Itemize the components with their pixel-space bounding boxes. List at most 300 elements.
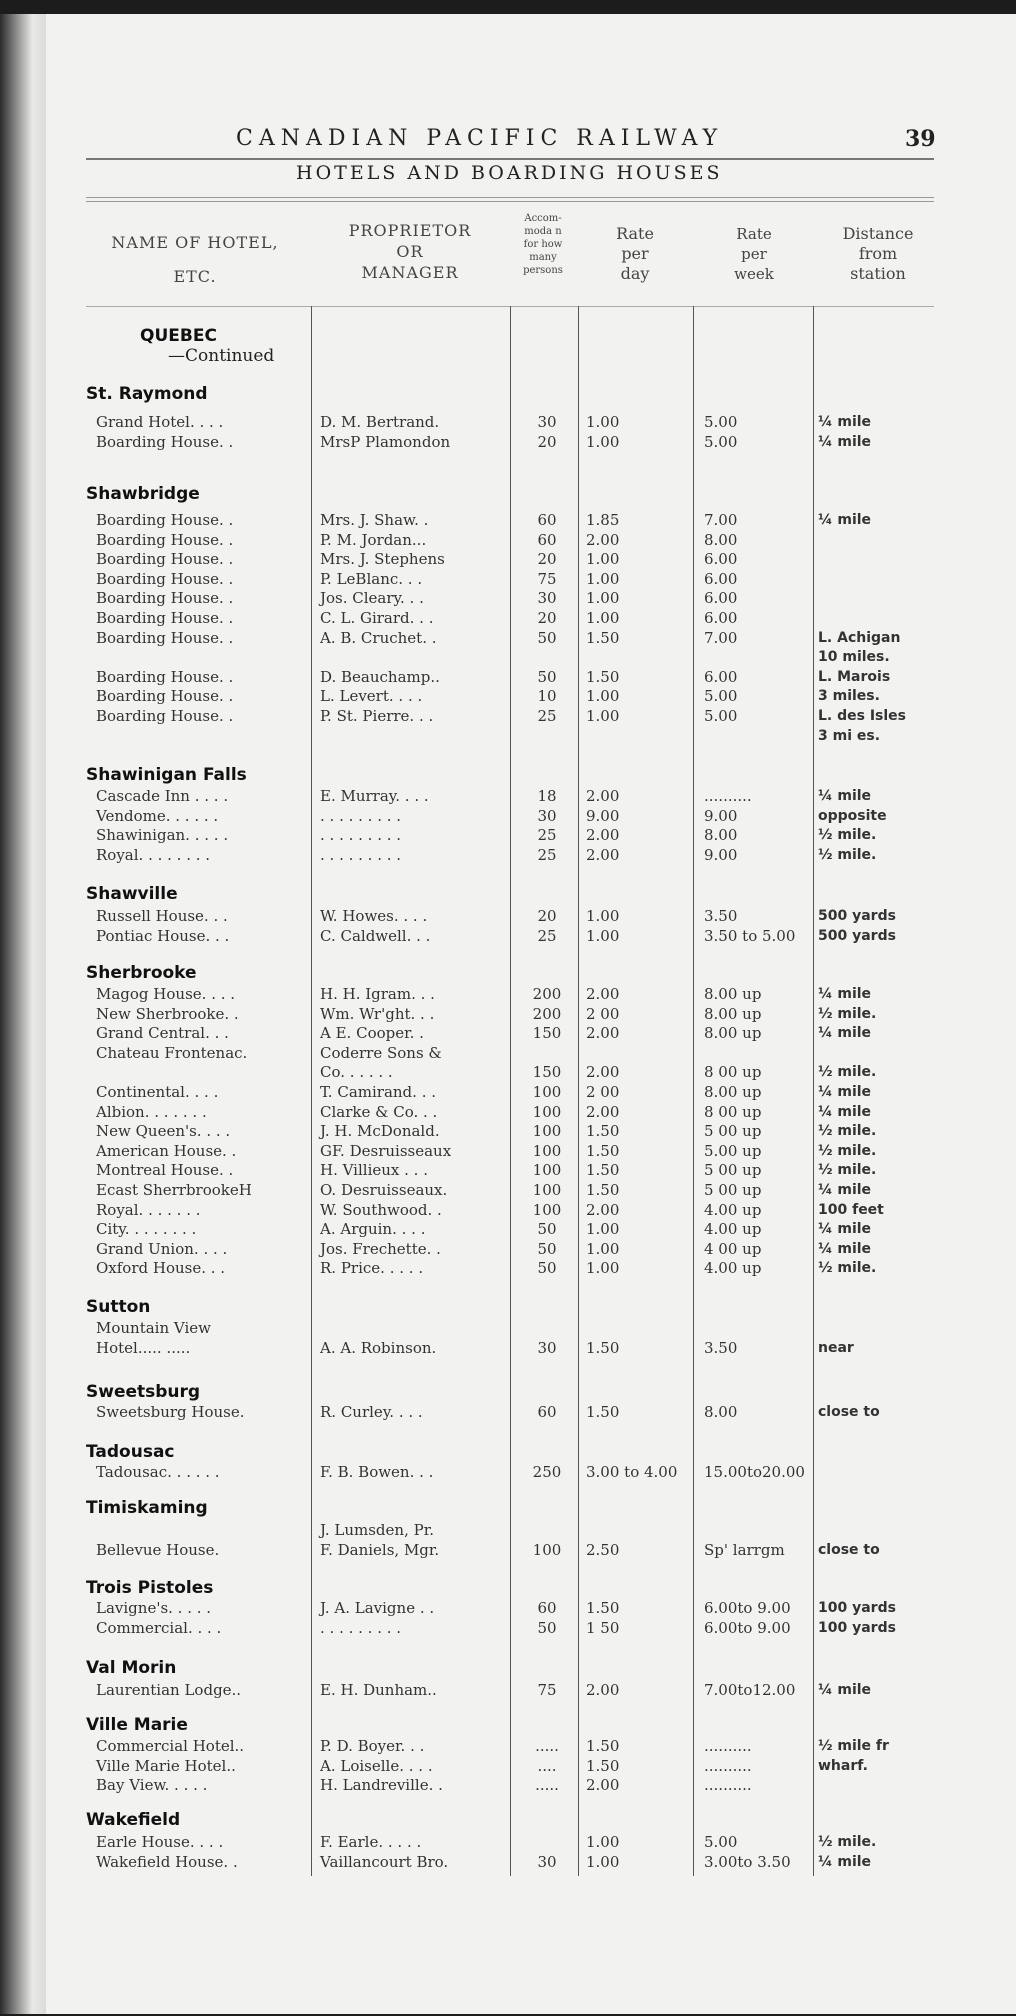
proprietor: H. H. Igram. . . (320, 985, 435, 1003)
table-row (0, 1102, 1016, 1122)
distance: ¼ mile (818, 788, 872, 804)
table-row (0, 926, 1016, 946)
listing-name: Boarding House. . (96, 432, 234, 451)
page-number: 39 (905, 126, 936, 152)
accommodation: 30 (537, 413, 557, 431)
proprietor: W. Southwood. . (320, 1200, 442, 1219)
accommodation: 50 (537, 628, 557, 647)
table-row (0, 432, 1016, 452)
proprietor: A. A. Robinson. (320, 1338, 437, 1357)
rate-per-day: 2.00 (586, 985, 620, 1003)
proprietor: O. Desruisseaux. (320, 1181, 448, 1199)
table-row (0, 588, 1016, 608)
rate-per-week: 5.00 (704, 413, 738, 431)
rate-per-week: 4.00 up (704, 1259, 762, 1278)
table-row (0, 825, 1016, 845)
proprietor: E. H. Dunham.. (320, 1681, 437, 1699)
listing-name: Boarding House. . (96, 687, 234, 706)
table-row (0, 1239, 1016, 1259)
rate-per-day: 1.00 (586, 432, 620, 451)
rate-per-day: 1.00 (586, 1852, 620, 1871)
proprietor: D. M. Bertrand. (320, 413, 440, 431)
rate-per-day: 2 00 (586, 1083, 620, 1101)
proprietor: D. Beauchamp.. (320, 667, 440, 686)
proprietor: . . . . . . . . . (320, 826, 402, 845)
listing-name: Boarding House. . (96, 569, 234, 588)
accommodation: ..... (535, 1776, 559, 1795)
listing-name: Chateau Frontenac. (96, 1043, 248, 1062)
proprietor: C. Caldwell. . . (320, 926, 431, 945)
listing-name: Pontiac House. . . (96, 926, 230, 945)
table-row (0, 1598, 1016, 1618)
table-row (0, 706, 1016, 726)
proprietor: Coderre Sons & (320, 1043, 442, 1062)
listing-name: Continental. . . . (96, 1083, 219, 1101)
rate-per-week: 6.00to 9.00 (704, 1599, 791, 1617)
listing-name: Vendome. . . . . . (96, 806, 219, 825)
rate-per-week: 6.00 (704, 667, 738, 686)
table-row (0, 569, 1016, 589)
accommodation: 50 (537, 1220, 557, 1239)
accommodation: 60 (537, 1403, 557, 1421)
table-row (0, 984, 1016, 1004)
table-row (0, 1520, 1016, 1540)
accommodation: 250 (532, 1463, 562, 1481)
accommodation: 60 (537, 511, 557, 529)
proprietor: A E. Cooper. . (320, 1024, 424, 1043)
table-row (0, 1540, 1016, 1560)
listing-name: Commercial. . . . (96, 1618, 222, 1637)
proprietor: A. B. Cruchet. . (320, 628, 437, 647)
distance: 100 feet (818, 1201, 884, 1218)
proprietor: F. Earle. . . . . (320, 1833, 422, 1851)
table-row (0, 1338, 1016, 1358)
rule (86, 197, 934, 198)
rate-per-day: 2.00 (586, 787, 620, 805)
listing-name: New Queen's. . . . (96, 1122, 231, 1141)
proprietor: . . . . . . . . . (320, 1618, 402, 1637)
listing-name: Bay View. . . . . (96, 1776, 208, 1795)
accommodation: 30 (537, 1852, 557, 1871)
table-row (0, 1402, 1016, 1422)
rate-per-week: 5 00 up (704, 1161, 762, 1180)
proprietor: GF. Desruisseaux (320, 1141, 452, 1160)
rate-per-week: 7.00to12.00 (704, 1681, 796, 1699)
distance: ¼ mile (818, 433, 872, 450)
listing-name: Cascade Inn . . . . (96, 787, 229, 805)
table-row (0, 1062, 1016, 1082)
town-heading: Val Morin (86, 1658, 177, 1678)
rate-per-week: 5.00 (704, 432, 738, 451)
rate-per-week: 3.50 (704, 1338, 738, 1357)
rate-per-week: 3.00to 3.50 (704, 1852, 791, 1871)
proprietor: Clarke & Co. . . (320, 1102, 438, 1121)
accommodation: 25 (537, 845, 557, 864)
listing-name: Boarding House. . (96, 707, 234, 725)
listing-name: Ville Marie Hotel.. (96, 1756, 236, 1775)
accommodation: 60 (537, 530, 557, 549)
distance: close to (818, 1541, 880, 1558)
table-row (0, 726, 1016, 746)
rate-per-week: 8.00 up (704, 985, 762, 1003)
rate-per-week: 8 00 up (704, 1063, 762, 1082)
rate-per-week: 8.00 up (704, 1083, 762, 1101)
table-row (0, 628, 1016, 648)
table-row (0, 1318, 1016, 1338)
town-heading: Shawville (86, 884, 178, 904)
rate-per-week: 7.00 (704, 628, 738, 647)
town-heading: Sherbrooke (86, 963, 197, 983)
proprietor: C. L. Girard. . . (320, 609, 434, 627)
distance: ¼ mile (818, 1084, 872, 1100)
rate-per-week: 8.00 (704, 530, 738, 549)
section-title: HOTELS AND BOARDING HOUSES (296, 162, 723, 184)
rate-per-week: 5.00 (704, 687, 738, 706)
accommodation: 50 (537, 1239, 557, 1258)
proprietor: Jos. Frechette. . (320, 1239, 441, 1258)
rate-per-day: 1.00 (586, 907, 620, 925)
proprietor: P. St. Pierre. . . (320, 707, 434, 725)
accommodation: 100 (532, 1102, 562, 1121)
table-row (0, 1680, 1016, 1700)
town-heading: Wakefield (86, 1810, 181, 1830)
distance: ¼ mile (818, 1240, 872, 1257)
table-row (0, 786, 1016, 806)
col-header-distance: Distance from station (842, 224, 914, 283)
listing-name: Wakefield House. . (96, 1852, 238, 1871)
town-heading: St. Raymond (86, 384, 208, 404)
province-note: —Continued (168, 346, 275, 366)
distance: 500 yards (818, 908, 896, 924)
distance: L. Achigan (818, 629, 901, 646)
col-header-name: NAME OF HOTEL, ETC. (111, 233, 279, 286)
rate-per-day: 2 00 (586, 1004, 620, 1023)
rate-per-day: 1.50 (586, 1338, 620, 1357)
rate-per-day: 1.00 (586, 707, 620, 725)
col-header-accommodation: Accom- moda n for how many persons (523, 213, 563, 276)
rate-per-day: 1.50 (586, 667, 620, 686)
proprietor: Vaillancourt Bro. (320, 1852, 449, 1871)
rule (86, 201, 934, 202)
listing-name: Russell House. . . (96, 907, 228, 925)
accommodation: 30 (537, 589, 557, 608)
distance: ¼ mile (818, 1221, 872, 1238)
distance: ¼ mile (818, 1182, 872, 1198)
distance: ¼ mile (818, 512, 872, 528)
accommodation: 20 (537, 550, 557, 569)
distance: near (818, 1339, 854, 1356)
listing-name: Hotel..... ..... (96, 1338, 191, 1357)
accommodation: 100 (532, 1141, 562, 1160)
accommodation: 150 (532, 1024, 562, 1043)
town-heading: Ville Marie (86, 1715, 188, 1735)
rate-per-day: 1.50 (586, 1161, 620, 1180)
accommodation: 20 (537, 907, 557, 925)
rate-per-week: 5.00 (704, 1833, 738, 1851)
accommodation: 30 (537, 806, 557, 825)
listing-name: Montreal House. . (96, 1161, 234, 1180)
col-header-proprietor: PROPRIETOR OR MANAGER (348, 221, 472, 282)
rate-per-day: 1 50 (586, 1618, 620, 1637)
rate-per-week: 6.00 (704, 589, 738, 608)
distance: ¼ mile (818, 1025, 872, 1042)
province-name: QUEBEC (140, 326, 217, 346)
proprietor: . . . . . . . . . (320, 806, 402, 825)
table-row (0, 510, 1016, 530)
listing-name: Grand Central. . . (96, 1024, 229, 1043)
rate-per-week: 8 00 up (704, 1102, 762, 1121)
distance: ½ mile. (818, 846, 877, 863)
proprietor: R. Curley. . . . (320, 1403, 423, 1421)
rate-per-day: 1.00 (586, 569, 620, 588)
distance: ½ mile. (818, 1005, 877, 1022)
table-row (0, 1736, 1016, 1756)
rate-per-day: 2.50 (586, 1540, 620, 1559)
rate-per-day: 1.85 (586, 511, 620, 529)
accommodation: 50 (537, 1618, 557, 1637)
listing-name: Magog House. . . . (96, 985, 236, 1003)
proprietor: Jos. Cleary. . . (320, 589, 424, 608)
accommodation: 25 (537, 926, 557, 945)
proprietor: L. Levert. . . . (320, 687, 423, 706)
listing-name: Boarding House. . (96, 667, 234, 686)
accommodation: 100 (532, 1083, 562, 1101)
rate-per-week: 5 00 up (704, 1122, 762, 1141)
table-row (0, 845, 1016, 865)
distance: 100 yards (818, 1600, 896, 1616)
proprietor: H. Villieux . . . (320, 1161, 428, 1180)
distance: opposite (818, 807, 887, 824)
accommodation: 30 (537, 1338, 557, 1357)
table-row (0, 686, 1016, 706)
proprietor: Mrs. J. Shaw. . (320, 511, 429, 529)
proprietor: J. A. Lavigne . . (320, 1599, 435, 1617)
rate-per-day: 1.00 (586, 589, 620, 608)
table-row (0, 1141, 1016, 1161)
table-row (0, 667, 1016, 687)
proprietor: Wm. Wr'ght. . . (320, 1004, 435, 1023)
accommodation: 60 (537, 1599, 557, 1617)
rate-per-day: 2.00 (586, 530, 620, 549)
rate-per-day: 2.00 (586, 1063, 620, 1082)
proprietor: A. Arguin. . . . (320, 1220, 426, 1239)
proprietor: Mrs. J. Stephens (320, 550, 445, 569)
distance: 10 miles. (818, 649, 890, 666)
listing-name: Boarding House. . (96, 550, 234, 569)
proprietor: P. D. Boyer. . . (320, 1737, 425, 1755)
table-row (0, 647, 1016, 667)
rate-per-day: 1.00 (586, 926, 620, 945)
listing-name: Albion. . . . . . . (96, 1102, 207, 1121)
distance: ½ mile fr (818, 1738, 889, 1754)
town-heading: Timiskaming (86, 1498, 208, 1518)
rate-per-day: 1.50 (586, 1181, 620, 1199)
rate-per-week: 4.00 up (704, 1200, 762, 1219)
rate-per-day: 1.00 (586, 1259, 620, 1278)
proprietor: MrsP Plamondon (320, 432, 451, 451)
accommodation: 10 (537, 687, 557, 706)
rate-per-day: 1.50 (586, 1737, 620, 1755)
accommodation: ..... (535, 1737, 559, 1755)
distance: ½ mile. (818, 827, 877, 844)
proprietor: Co. . . . . . (320, 1063, 393, 1082)
rate-per-day: 1.50 (586, 1756, 620, 1775)
table-row (0, 1775, 1016, 1795)
listing-name: Oxford House. . . (96, 1259, 226, 1278)
distance: ½ mile. (818, 1064, 877, 1081)
distance: ¼ mile (818, 1682, 872, 1698)
table-row (0, 1462, 1016, 1482)
rate-per-week: .......... (704, 1737, 752, 1755)
accommodation: 20 (537, 432, 557, 451)
rate-per-day: 1.50 (586, 1122, 620, 1141)
listing-name: Boarding House. . (96, 530, 234, 549)
col-header-rate-week: Rate per week (734, 225, 774, 283)
rate-per-week: 4 00 up (704, 1239, 762, 1258)
running-head: CANADIAN PACIFIC RAILWAY (236, 126, 724, 151)
accommodation: 200 (532, 1004, 562, 1023)
rate-per-day: 2.00 (586, 1102, 620, 1121)
proprietor: A. Loiselle. . . . (320, 1756, 433, 1775)
distance: ½ mile. (818, 1162, 877, 1179)
table-row (0, 1200, 1016, 1220)
proprietor: T. Camirand. . . (320, 1083, 436, 1101)
accommodation: 20 (537, 609, 557, 627)
rate-per-day: 9.00 (586, 806, 620, 825)
listing-name: Boarding House. . (96, 589, 234, 608)
town-heading: Shawinigan Falls (86, 765, 247, 785)
accommodation: 200 (532, 985, 562, 1003)
accommodation: 50 (537, 667, 557, 686)
accommodation: 100 (532, 1122, 562, 1141)
rate-per-week: .......... (704, 1756, 752, 1775)
rate-per-day: 1.00 (586, 550, 620, 569)
proprietor: W. Howes. . . . (320, 907, 428, 925)
distance: 3 miles. (818, 688, 880, 705)
rate-per-week: 5.00 up (704, 1141, 762, 1160)
town-heading: Shawbridge (86, 484, 200, 504)
rate-per-day: 1.50 (586, 628, 620, 647)
table-row (0, 1219, 1016, 1239)
rate-per-day: 1.00 (586, 609, 620, 627)
rate-per-week: 8.00 up (704, 1004, 762, 1023)
accommodation: 18 (537, 787, 557, 805)
town-heading: Sweetsburg (86, 1382, 201, 1402)
proprietor: H. Landreville. . (320, 1776, 443, 1795)
table-row (0, 1160, 1016, 1180)
listing-name: Boarding House. . (96, 609, 234, 627)
proprietor: P. M. Jordan... (320, 530, 427, 549)
rate-per-day: 2.00 (586, 826, 620, 845)
table-row (0, 1023, 1016, 1043)
rate-per-week: 9.00 (704, 845, 738, 864)
rate-per-week: 4.00 up (704, 1220, 762, 1239)
rate-per-day: 1.50 (586, 1403, 620, 1421)
town-heading: Tadousac (86, 1442, 175, 1462)
proprietor: E. Murray. . . . (320, 787, 429, 805)
accommodation: 75 (537, 1681, 557, 1699)
rate-per-week: 3.50 (704, 907, 738, 925)
proprietor: F. Daniels, Mgr. (320, 1540, 440, 1559)
table-row (0, 806, 1016, 826)
distance: wharf. (818, 1757, 868, 1774)
distance: ½ mile. (818, 1260, 877, 1277)
listing-name: Grand Union. . . . (96, 1239, 228, 1258)
rate-per-day: 2.00 (586, 1024, 620, 1043)
table-row (0, 1756, 1016, 1776)
accommodation: 100 (532, 1181, 562, 1199)
rate-per-day: 3.00 to 4.00 (586, 1463, 678, 1481)
distance: ¼ mile (818, 414, 872, 430)
rate-per-week: 5.00 (704, 707, 738, 725)
accommodation: 100 (532, 1200, 562, 1219)
town-heading: Sutton (86, 1297, 151, 1317)
table-row (0, 1121, 1016, 1141)
rate-per-week: 6.00 (704, 550, 738, 569)
rate-per-day: 1.50 (586, 1141, 620, 1160)
rate-per-week: Sp' larrgm (704, 1540, 785, 1559)
rate-per-day: 2.00 (586, 1776, 620, 1795)
listing-name: Sweetsburg House. (96, 1403, 245, 1421)
rate-per-week: 8.00 up (704, 1024, 762, 1043)
proprietor: F. B. Bowen. . . (320, 1463, 434, 1481)
listing-name: Grand Hotel. . . . (96, 413, 224, 431)
listing-name: City. . . . . . . . (96, 1220, 197, 1239)
accommodation: .... (537, 1756, 557, 1775)
listing-name: Lavigne's. . . . . (96, 1599, 212, 1617)
listing-name: Ecast SherrbrookeH (96, 1181, 252, 1199)
listing-name: Commercial Hotel.. (96, 1737, 245, 1755)
proprietor: J. Lumsden, Pr. (320, 1521, 434, 1539)
listing-name: Boarding House. . (96, 511, 234, 529)
distance: ¼ mile (818, 986, 872, 1002)
table-row (0, 412, 1016, 432)
table-row (0, 906, 1016, 926)
rate-per-day: 2.00 (586, 1681, 620, 1699)
rate-per-week: 6.00 (704, 569, 738, 588)
listing-name: New Sherbrooke. . (96, 1004, 239, 1023)
table-row (0, 1082, 1016, 1102)
table-row (0, 549, 1016, 569)
listing-name: Mountain View (96, 1319, 211, 1337)
rule (86, 158, 934, 160)
table-row (0, 1180, 1016, 1200)
accommodation: 100 (532, 1161, 562, 1180)
rate-per-week: .......... (704, 787, 752, 805)
listing-name: Tadousac. . . . . . (96, 1463, 220, 1481)
distance: 100 yards (818, 1619, 896, 1636)
rate-per-week: 5 00 up (704, 1181, 762, 1199)
accommodation: 150 (532, 1063, 562, 1082)
distance: 500 yards (818, 927, 896, 944)
distance: ½ mile. (818, 1123, 877, 1140)
listing-name: Royal. . . . . . . . (96, 845, 211, 864)
proprietor: . . . . . . . . . (320, 845, 402, 864)
distance: ¼ mile (818, 1853, 872, 1870)
distance: ½ mile. (818, 1834, 877, 1850)
rate-per-week: 6.00 (704, 609, 738, 627)
rate-per-day: 1.00 (586, 1833, 620, 1851)
listing-name: Laurentian Lodge.. (96, 1681, 242, 1699)
accommodation: 25 (537, 826, 557, 845)
rate-per-week: 6.00to 9.00 (704, 1618, 791, 1637)
rate-per-day: 1.00 (586, 687, 620, 706)
listing-name: American House. . (96, 1141, 237, 1160)
accommodation: 50 (537, 1259, 557, 1278)
table-row (0, 1618, 1016, 1638)
rate-per-week: .......... (704, 1776, 752, 1795)
rate-per-day: 1.00 (586, 1220, 620, 1239)
